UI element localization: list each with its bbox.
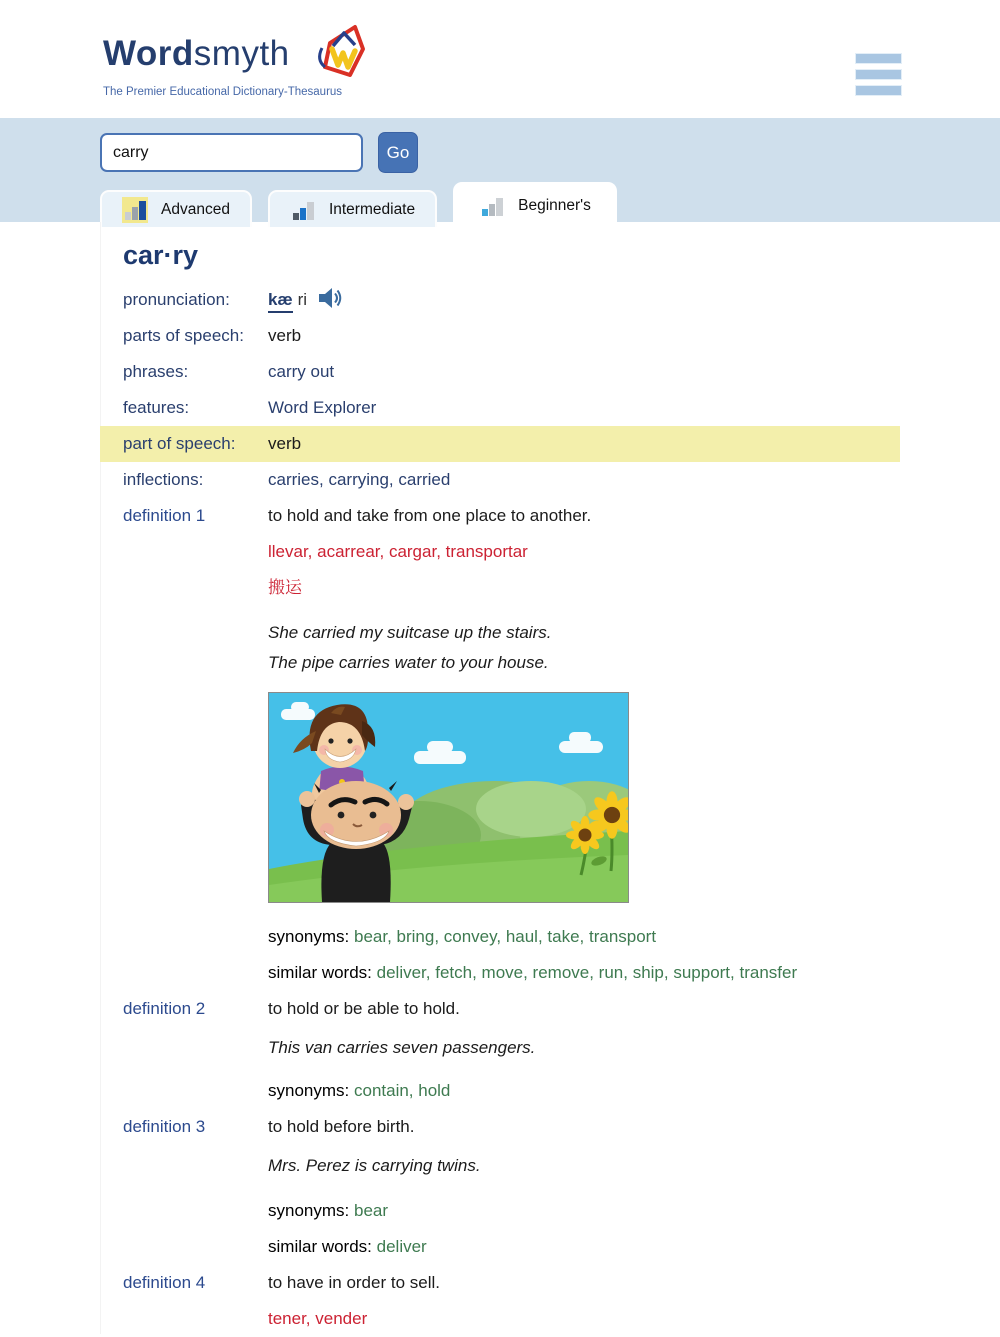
pronunciation-stressed[interactable]: kæ xyxy=(268,289,293,313)
definition-1-row xyxy=(123,498,900,534)
definition-1-synonyms-row xyxy=(123,919,900,955)
search-input[interactable] xyxy=(100,133,363,172)
advanced-level-bars-icon xyxy=(122,197,148,223)
definition-illustration xyxy=(268,692,629,903)
definition-4-label[interactable]: definition 4 xyxy=(123,1273,206,1292)
synonyms-label: synonyms: xyxy=(268,1081,350,1100)
definition-3-text: to hold before birth. xyxy=(268,1117,415,1136)
definition-2-examples xyxy=(123,1033,900,1063)
example-sentence: The pipe carries water to your house. xyxy=(268,653,549,672)
parts-of-speech-label: parts of speech: xyxy=(123,326,244,345)
definition-4-text: to have in order to sell. xyxy=(268,1273,440,1292)
logo-text xyxy=(103,28,290,80)
level-tabs xyxy=(100,182,617,227)
definition-2-row xyxy=(123,991,900,1027)
part-of-speech-row-highlighted xyxy=(100,426,900,462)
definition-1-examples xyxy=(123,618,900,678)
definition-1-label[interactable]: definition 1 xyxy=(123,506,206,525)
logo-smyth: smyth xyxy=(193,34,290,73)
example-sentence: Mrs. Perez is carrying twins. xyxy=(268,1156,481,1175)
speaker-icon[interactable] xyxy=(318,287,343,309)
features-row xyxy=(123,390,900,426)
pronunciation-rest: ri xyxy=(297,290,308,309)
synonyms-links[interactable]: bear, bring, convey, haul, take, transport xyxy=(353,927,657,946)
definition-3-examples xyxy=(123,1151,900,1181)
features-label: features: xyxy=(123,398,190,417)
definition-2-synonyms-row xyxy=(123,1073,900,1109)
logo-tagline: The Premier Educational Dictionary-Thesaurus xyxy=(103,86,343,98)
definition-4-spanish: tener, vender xyxy=(268,1309,368,1328)
definition-1-chinese: 搬运 xyxy=(268,578,302,597)
tab-beginners-label: Beginner's xyxy=(518,196,591,214)
definition-3-row xyxy=(123,1109,900,1145)
definition-4-row xyxy=(123,1265,900,1301)
pronunciation-value xyxy=(268,282,343,318)
tab-advanced-label: Advanced xyxy=(161,200,230,218)
hamburger-menu-icon[interactable] xyxy=(856,54,901,94)
synonyms-links[interactable]: bear xyxy=(353,1201,389,1220)
go-button[interactable]: Go xyxy=(378,132,418,173)
definition-2-label[interactable]: definition 2 xyxy=(123,999,206,1018)
parts-of-speech-value: verb xyxy=(268,326,302,345)
definition-3-similar-row xyxy=(123,1229,900,1265)
similar-words-label: similar words: xyxy=(268,963,372,982)
definition-2-text: to hold or be able to hold. xyxy=(268,999,460,1018)
phrases-row xyxy=(123,354,900,390)
part-of-speech-label: part of speech: xyxy=(123,434,236,453)
features-link[interactable]: Word Explorer xyxy=(268,398,377,417)
similar-words-links[interactable]: deliver, fetch, move, remove, run, ship, support, transfer xyxy=(376,963,798,982)
inflections-value: carries, carrying, carried xyxy=(268,470,451,489)
wordsmyth-logo[interactable] xyxy=(103,28,366,98)
example-sentence: She carried my suitcase up the stairs. xyxy=(268,623,552,642)
similar-words-label: similar words: xyxy=(268,1237,372,1256)
inflections-row xyxy=(123,462,900,498)
inflections-label: inflections: xyxy=(123,470,204,489)
part-of-speech-value: verb xyxy=(268,434,302,453)
logo-book-icon xyxy=(292,22,366,86)
synonyms-label: synonyms: xyxy=(268,927,350,946)
synonyms-links[interactable]: contain, hold xyxy=(353,1081,451,1100)
intermediate-level-bars-icon xyxy=(290,197,316,223)
phrases-label: phrases: xyxy=(123,362,189,381)
similar-words-links[interactable]: deliver xyxy=(376,1237,427,1256)
parts-of-speech-row xyxy=(123,318,900,354)
definition-3-label[interactable]: definition 3 xyxy=(123,1117,206,1136)
definition-1-spanish: llevar, acarrear, cargar, transportar xyxy=(268,542,528,561)
definition-3-synonyms-row xyxy=(123,1193,900,1229)
tab-beginners[interactable] xyxy=(453,182,617,227)
dictionary-entry xyxy=(100,222,900,1337)
example-sentence: This van carries seven passengers. xyxy=(268,1038,536,1057)
definition-1-text: to hold and take from one place to another. xyxy=(268,506,592,525)
pronunciation-label: pronunciation: xyxy=(123,290,230,309)
headword: car·ry xyxy=(123,240,199,270)
logo-word: Word xyxy=(103,34,194,73)
pronunciation-row xyxy=(123,282,900,318)
header xyxy=(0,0,1000,118)
tab-intermediate-label: Intermediate xyxy=(328,200,416,218)
phrases-link[interactable]: carry out xyxy=(268,362,335,381)
synonyms-label: synonyms: xyxy=(268,1201,350,1220)
definition-1-similar-row xyxy=(123,955,900,991)
beginners-level-bars-icon xyxy=(479,193,505,219)
